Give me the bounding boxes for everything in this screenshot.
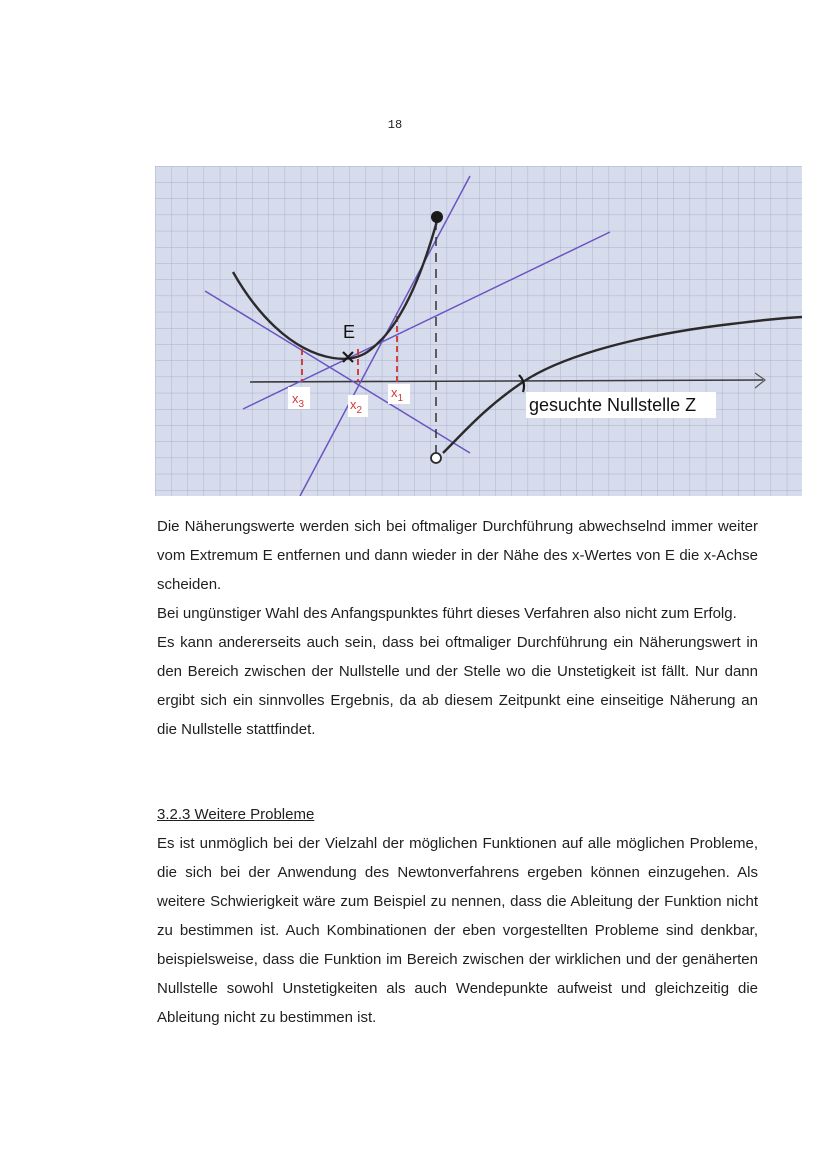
page-number: 18 xyxy=(387,118,403,132)
paragraph: Die Näherungswerte werden sich bei oftmaliger Durchführung abwechselnd immer weiter vom Extremum E entfernen und dann wieder in der Nähe des x-Wertes von E die x-Achse scheiden. xyxy=(157,518,758,593)
paragraph: Es kann andererseits auch sein, dass bei oftmaliger Durchführung ein Näherungswert in den Bereich zwischen der Nullstelle und der Stelle wo die Unstetigkeit ist fällt. Nur dann ergibt sich ein sinnvolles Ergebnis, da ab diesem Zeitpunkt eine einseitige Näherung an die Nullstelle stattfindet. xyxy=(157,634,758,738)
section-paragraph: Es ist unmöglich bei der Vielzahl der möglichen Funktionen auf alle möglichen Probleme, die sich bei der Anwendung des Newtonverfahrens ergeben können einzugehen. Als weitere Schwierigkeit wäre zum Beispiel zu nennen, dass die Ableitung der Funktion nicht zu bestimmen ist. Auch Kombinationen der eben vorgestellten Probleme sind denkbar, beispielsweise, dass die Funktion im Bereich zwischen der wirklichen und der genäherten Nullstelle sowohl Unstetigkeiten als auch Wendepunkte aufweist und gleichzeitig die Ableitung nicht zu bestimmen ist. xyxy=(157,835,758,1026)
label-x1: $x_1$ xyxy=(391,385,404,404)
section-heading: 3.2.3 Weitere Probleme xyxy=(157,806,315,823)
label-nullstelle: gesuchte Nullstelle Z xyxy=(529,395,697,415)
label-x3: $x_3$ xyxy=(292,391,305,410)
label-x2: $x_2$ xyxy=(350,397,363,416)
curve-endpoint-filled xyxy=(431,211,443,223)
label-extremum: E xyxy=(343,322,356,342)
newton-method-figure xyxy=(155,166,802,496)
paragraph: Bei ungünstiger Wahl des Anfangspunktes führt dieses Verfahren also nicht zum Erfolg. xyxy=(157,605,737,622)
text-block-1 xyxy=(157,512,758,744)
text-block-2 xyxy=(157,800,758,1032)
curve-endpoint-open xyxy=(431,453,441,463)
